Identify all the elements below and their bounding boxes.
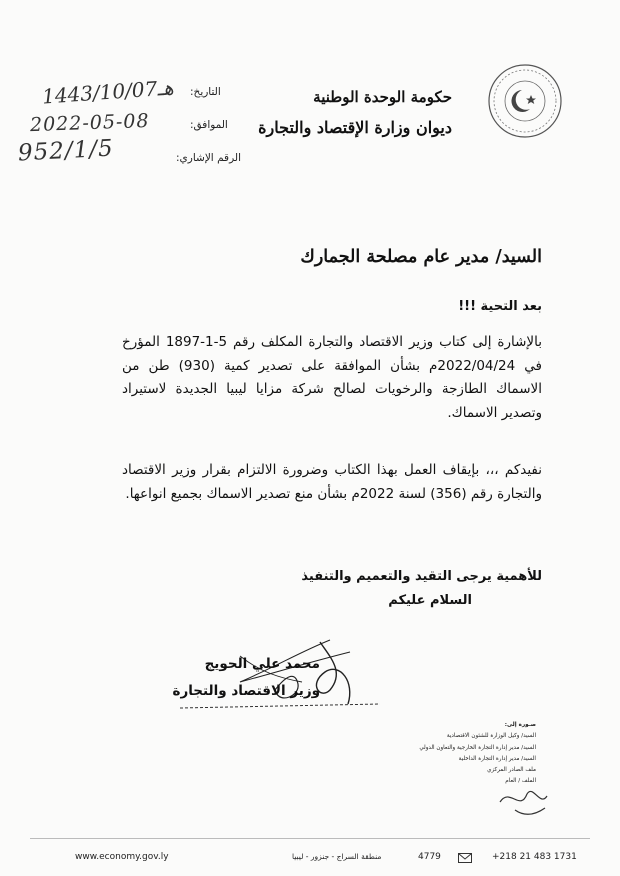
footer-address: منطقة السراج - جنزور - ليبيا: [292, 852, 382, 861]
cc-item: ملف الصادر المركزي: [487, 767, 536, 774]
government-name: حكومة الوحدة الوطنية: [313, 88, 452, 106]
closing-line-2: السلام عليكم: [388, 593, 472, 608]
handwritten-reference: 952/1/5: [17, 135, 115, 167]
corresponding-date-label: الموافق:: [190, 119, 228, 131]
addressee: السيد/ مدير عام مصلحة الجمارك: [300, 247, 542, 267]
body-paragraph-2: نفيدكم ،،، بإيقاف العمل بهذا الكتاب وضرورة الالتزام بقرار وزير الاقتصاد والتجارة رقم (356) لسنة 2022م بشأن منع تصدير الاسماك بجميع انواعها.: [122, 462, 542, 502]
date-label: التاريخ:: [190, 86, 221, 98]
cc-item: الملف / العام: [505, 778, 536, 785]
minister-title: وزير الاقتصاد والتجارة: [172, 683, 320, 699]
footer-phone: +218 21 483 1731: [492, 852, 577, 862]
greeting: بعد التحية !!!: [458, 299, 542, 314]
body-paragraph-1: بالإشارة إلى كتاب وزير الاقتصاد والتجارة المكلف رقم 5-1-1897 المؤرخ في 2022/04/24م بشأن الموافقة على تصدير كمية (930) طن من الاسماك الطازجة والرخويات لصالح شركة مزايا ليبيا الجديدة لاستيراد وتصدير الاسماك.: [122, 334, 543, 422]
initials-scribble: [495, 782, 555, 822]
signature-block: [173, 651, 321, 705]
cc-item: السيد/ وكيل الوزارة للشئون الاقتصادية: [446, 733, 536, 740]
ministry-name: ديوان وزارة الإقتصاد والتجارة: [258, 118, 452, 137]
footer-website: www.economy.gov.ly: [75, 852, 169, 862]
minister-name: محمد علي الحويج: [204, 656, 320, 672]
envelope-icon: [458, 853, 472, 866]
ministry-seal: [486, 62, 564, 140]
cc-heading: صـورة إلى:: [504, 722, 536, 728]
reference-label: الرقم الإشاري:: [176, 152, 241, 164]
handwritten-gregorian-date: 2022-05-08: [29, 109, 150, 137]
closing: [242, 565, 542, 613]
handwritten-hijri-date: 1443/10/07هـ: [41, 75, 175, 109]
cc-item: السيد/ مدير إدارة التجارة الخارجية والتعاون الدولي: [419, 744, 536, 751]
footer-divider: [30, 838, 590, 839]
footer-po-box: 4779: [418, 852, 441, 862]
closing-line-1: للأهمية يرجى التقيد والتعميم والتنفيذ: [301, 569, 542, 584]
cc-list: [406, 720, 536, 788]
cc-item: السيد/ مدير إدارة التجارة الداخلية: [458, 755, 536, 762]
